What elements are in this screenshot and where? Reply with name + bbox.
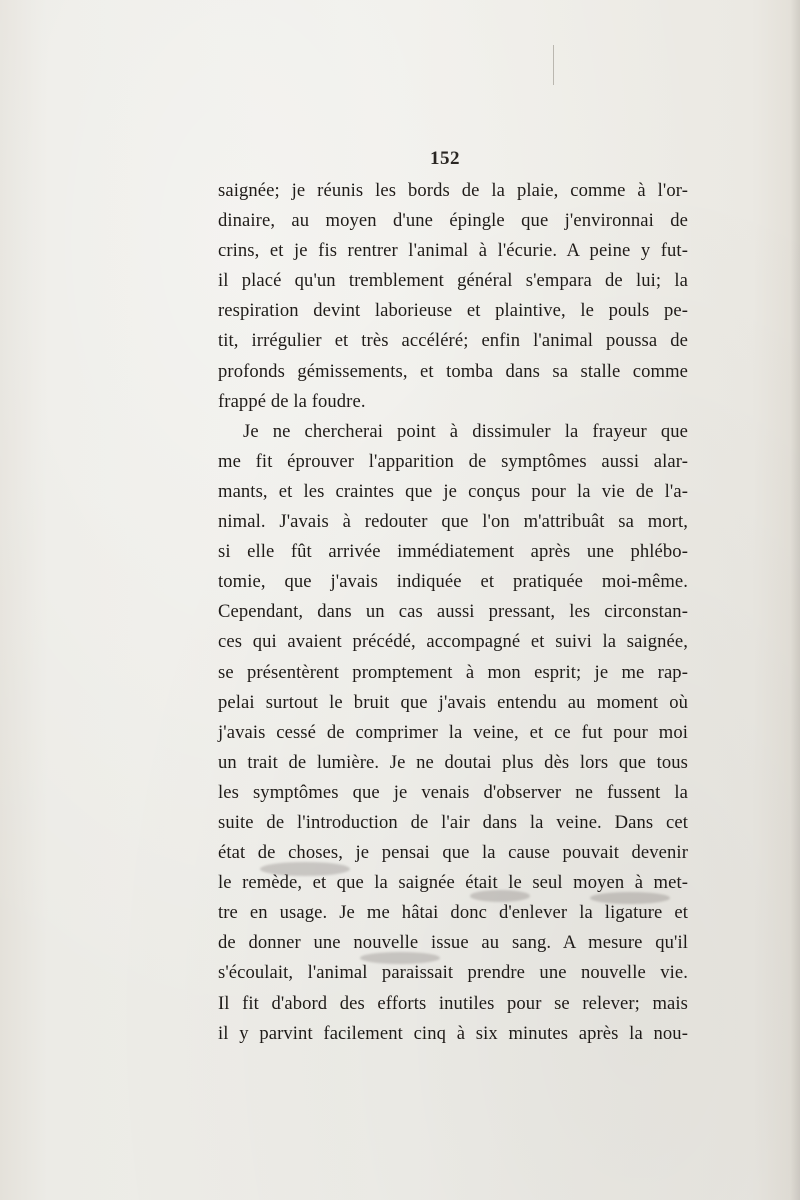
text-line: le remède, et que la saignée était le seul moyen à met- [218, 872, 688, 894]
page-edge-shadow [790, 0, 800, 1200]
text-line: un trait de lumière. Je ne doutai plus dès lors que tous [218, 751, 688, 773]
text-line: ces qui avaient précédé, accompagné et suivi la saignée, [218, 631, 688, 653]
text-line: me fit éprouver l'apparition de symptômes aussi alar- [218, 450, 688, 472]
text-line: tomie, que j'avais indiquée et pratiquée moi-même. [218, 571, 688, 593]
text-line: frappé de la foudre. [218, 390, 366, 412]
text-line: Cependant, dans un cas aussi pressant, les circonstan- [218, 601, 688, 623]
text-line: se présentèrent promptement à mon esprit; je me rap- [218, 661, 688, 683]
text-line: saignée; je réunis les bords de la plaie, comme à l'or- [218, 180, 688, 201]
text-line: mants, et les craintes que je conçus pour la vie de l'a- [218, 480, 688, 502]
text-line: s'écoulait, l'animal paraissait prendre une nouvelle vie. [218, 962, 688, 984]
ink-smudge [590, 892, 670, 904]
text-line: Je ne chercherai point à dissimuler la frayeur que [243, 420, 688, 442]
text-line: j'avais cessé de comprimer la veine, et ce fut pour moi [218, 721, 688, 743]
page-number: 152 [430, 148, 460, 169]
text-line: respiration devint laborieuse et plaintive, le pouls pe- [218, 300, 688, 322]
text-line: si elle fût arrivée immédiatement après une phlébo- [218, 541, 688, 563]
pencil-mark [553, 45, 554, 85]
text-line: suite de l'introduction de l'air dans la veine. Dans cet [218, 811, 688, 833]
text-line: crins, et je fis rentrer l'animal à l'écurie. A peine y fut- [218, 240, 688, 262]
text-line: il placé qu'un tremblement général s'empara de lui; la [218, 270, 688, 292]
body-text [218, 176, 688, 1049]
text-line: profonds gémissements, et tomba dans sa stalle comme [218, 360, 688, 382]
text-line: état de choses, je pensai que la cause pouvait devenir [218, 842, 688, 864]
text-line: pelai surtout le bruit que j'avais entendu au moment où [218, 691, 688, 713]
text-line: les symptômes que je venais d'observer ne fussent la [218, 781, 688, 803]
text-line: de donner une nouvelle issue au sang. A mesure qu'il [218, 932, 688, 954]
text-line: Il fit d'abord des efforts inutiles pour se relever; mais [218, 992, 688, 1014]
ink-smudge [470, 890, 530, 902]
text-line: dinaire, au moyen d'une épingle que j'environnai de [218, 210, 688, 232]
text-line: tre en usage. Je me hâtai donc d'enlever la ligature et [218, 902, 688, 924]
text-line: nimal. J'avais à redouter que l'on m'attribuât sa mort, [218, 511, 688, 533]
text-line: tit, irrégulier et très accéléré; enfin l'animal poussa de [218, 330, 688, 352]
ink-smudge [260, 862, 350, 876]
text-line: il y parvint facilement cinq à six minutes après la nou- [218, 1022, 688, 1044]
ink-smudge [360, 952, 440, 964]
